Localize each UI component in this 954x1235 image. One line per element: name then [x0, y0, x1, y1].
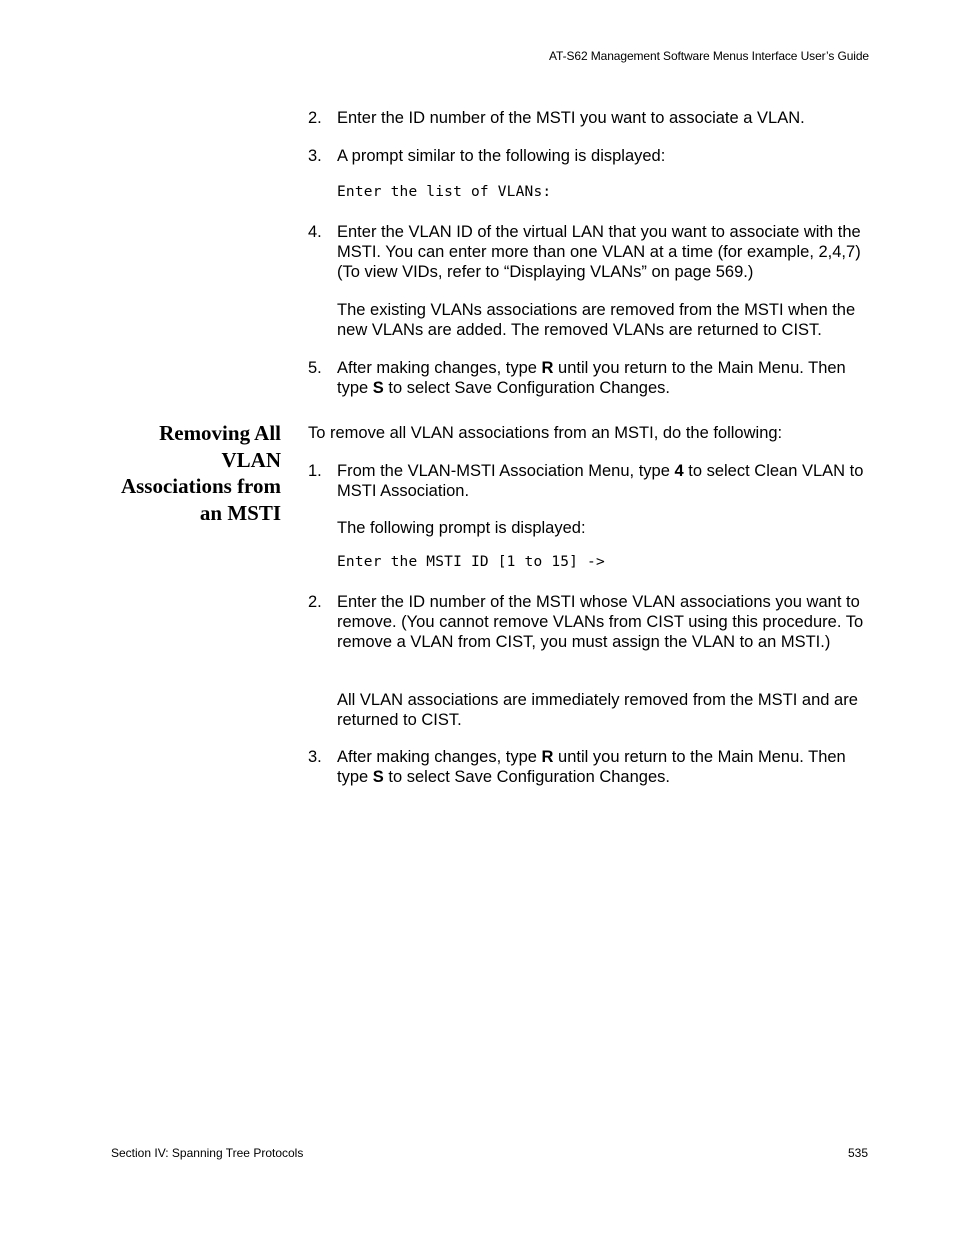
step-number: 5. — [308, 359, 322, 377]
step-number: 2. — [308, 109, 322, 127]
heading-line: VLAN — [221, 447, 281, 472]
step-text-b: until you return to the Main Menu. Then type — [337, 748, 846, 786]
code-block-vlans — [308, 182, 878, 202]
step-number: 4. — [308, 223, 322, 241]
step-4-note — [308, 300, 878, 340]
step-number: 1. — [308, 462, 322, 480]
step-3-top — [308, 146, 878, 166]
step-text: A prompt similar to the following is displayed: — [337, 147, 666, 165]
prompt-note — [308, 518, 878, 538]
step-number: 3. — [308, 748, 322, 766]
step-text: Enter the ID number of the MSTI you want to associate a VLAN. — [337, 109, 805, 127]
code-prompt: Enter the list of VLANs: — [337, 184, 552, 200]
step-text-c: to select Save Configuration Changes. — [383, 768, 670, 786]
step-number: 2. — [308, 593, 322, 611]
step-text: Enter the ID number of the MSTI whose VLAN associations you want to remove. (You cannot remove VLANs from CIST using this procedure. To remove a VLAN from CIST, you must assign the VLAN to an MSTI.) — [337, 593, 864, 651]
note-text: The following prompt is displayed: — [337, 519, 586, 537]
heading-line: Removing All — [159, 421, 281, 445]
step-text-a: After making changes, type — [337, 359, 542, 377]
intro-text: To remove all VLAN associations from an MSTI, do the following: — [308, 424, 783, 442]
heading-line: Associations from — [120, 474, 281, 498]
code-block-msti — [308, 552, 878, 572]
key-s: S — [372, 379, 384, 397]
step-number: 3. — [308, 147, 322, 165]
step-text-b: until you return to the Main Menu. Then type — [337, 359, 846, 397]
page-number: 535 — [847, 1146, 868, 1160]
section-heading — [100, 420, 281, 526]
step-3-bottom — [308, 747, 878, 787]
step-4-top — [308, 222, 878, 282]
step-1-bottom — [308, 461, 878, 501]
step-text-b: to select Clean VLAN to MSTI Association. — [337, 462, 864, 500]
step-5-top — [308, 358, 878, 398]
step-text-a: After making changes, type — [337, 748, 542, 766]
step-text: Enter the VLAN ID of the virtual LAN that you want to associate with the MSTI. You can enter more than one VLAN at a time (for example, 2,4,7) (To view VIDs, refer to “Displaying VLANs” on page 569.) — [337, 223, 861, 281]
heading-line: an MSTI — [199, 500, 281, 525]
note-text: All VLAN associations are immediately removed from the MSTI and are returned to CIST. — [337, 691, 858, 729]
key-r: R — [541, 748, 554, 766]
note-text: The existing VLANs associations are removed from the MSTI when the new VLANs are added. The removed VLANs are returned to CIST. — [337, 301, 856, 339]
step-2-note — [308, 690, 878, 730]
key-4: 4 — [674, 462, 684, 480]
section-intro — [308, 423, 878, 443]
step-2-top — [308, 108, 878, 128]
step-text-a: From the VLAN-MSTI Association Menu, type — [337, 462, 675, 480]
footer-section: Section IV: Spanning Tree Protocols — [111, 1146, 304, 1160]
code-prompt: Enter the MSTI ID [1 to 15] -> — [337, 554, 605, 570]
key-r: R — [541, 359, 554, 377]
running-header: AT-S62 Management Software Menus Interface User’s Guide — [549, 49, 869, 63]
step-2-bottom — [308, 592, 878, 652]
key-s: S — [372, 768, 384, 786]
step-text-c: to select Save Configuration Changes. — [383, 379, 670, 397]
